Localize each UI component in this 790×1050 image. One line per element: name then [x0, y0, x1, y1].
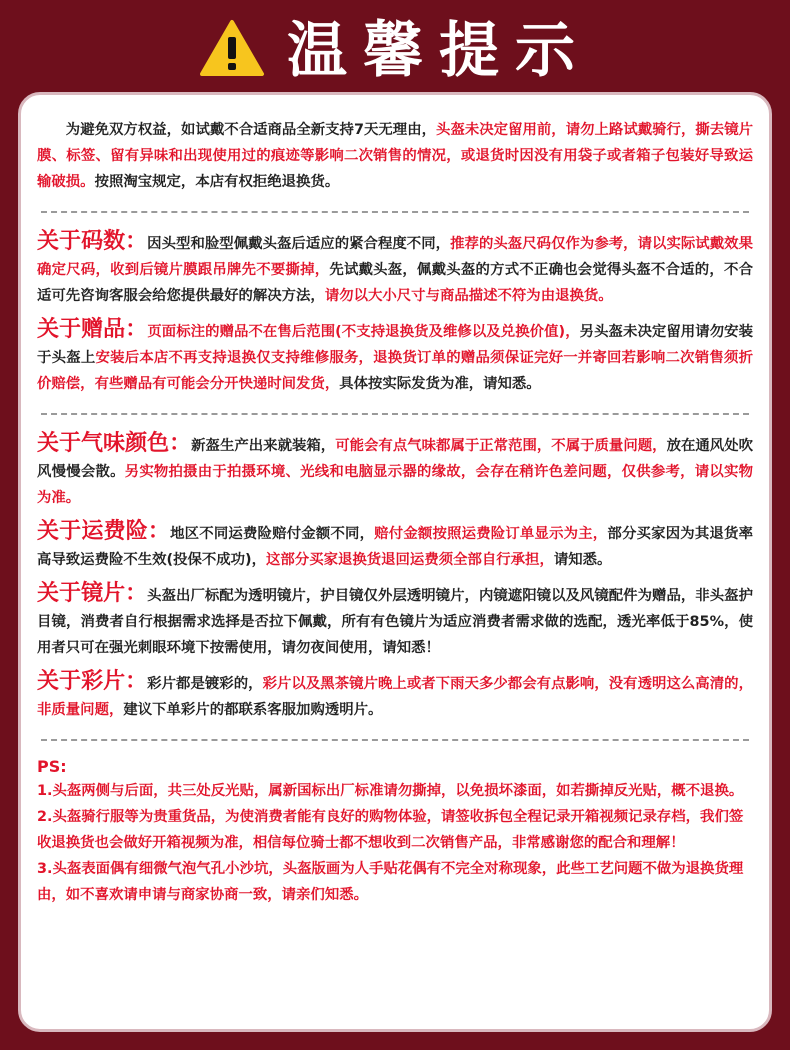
- ps-section: [37, 757, 753, 908]
- section-gift: 关于赠品：页面标注的赠品不在售后范围(不支持退换货及维修以及兑换价值)，另头盔未决定留用请勿安装于头盔上安装后本店不再支持退换仅支持维修服务，退换货订单的赠品须保证完好一并寄回若影响二次销售须折价赔偿，有些赠品有可能会分开快递时间发货，具体按实际发货为准，请知悉。: [37, 317, 753, 392]
- ps-item: 1.头盔两侧与后面，共三处反光贴，属新国标出厂标准请勿撕掉，以免损坏漆面，如若撕掉反光贴，概不退换。: [37, 783, 744, 799]
- ps-item: 3.头盔表面偶有细微气泡气孔小沙坑，头盔版画为人手贴花偶有不完全对称现象，此些工艺问题不做为退换货理由，如不喜欢请申请与商家协商一致，请亲们知悉。: [37, 861, 744, 903]
- section-color-lens: 关于彩片：彩片都是镀彩的，彩片以及黑茶镜片晚上或者下雨天多少都会有点影响，没有透明这么高清的，非质量问题，建议下单彩片的都联系客服加购透明片。: [37, 669, 753, 718]
- ps-item: 2.头盔骑行服等为贵重货品，为使消费者能有良好的购物体验，请签收拆包全程记录开箱视频记录存档，我们签收退换货也会做好开箱视频为准，相信每位骑士都不想收到二次销售产品，非常感谢您的配合和理解！: [37, 809, 744, 851]
- page-title: 温馨提示: [287, 16, 591, 86]
- section-heading: 关于运费险：: [37, 519, 171, 544]
- divider: [41, 211, 749, 213]
- divider: [41, 413, 749, 415]
- section-lens: 关于镜片：头盔出厂标配为透明镜片，护目镜仅外层透明镜片，内镜遮阳镜以及风镜配件为赠品，非头盔护目镜，消费者自行根据需求选择是否拉下佩戴，所有有色镜片为适应消费者需求做的选配，透光率低于85%，使用者只可在强光刺眼环境下按需使用，请勿夜间使用，请知悉！: [37, 581, 753, 656]
- section-heading: 关于码数：: [37, 229, 148, 254]
- section-shipping-insurance: 关于运费险：地区不同运费险赔付金额不同，赔付金额按照运费险订单显示为主，部分买家因为其退货率高导致运费险不生效(投保不成功)，这部分买家退换货退回运费须全部自行承担，请知悉。: [37, 519, 753, 568]
- warning-triangle-icon: [199, 19, 265, 77]
- header: [0, 0, 790, 92]
- section-heading: 关于气味颜色：: [37, 431, 192, 456]
- section-heading: 关于赠品：: [37, 317, 148, 342]
- intro-paragraph: 为避免双方权益，如试戴不合适商品全新支持7天无理由，头盔未决定留用前，请勿上路试戴骑行，撕去镜片膜、标签、留有异味和出现使用过的痕迹等影响二次销售的情况，或退货时因没有用袋子或者箱子包装好导致运输破损。按照淘宝规定，本店有权拒绝退换货。: [37, 122, 753, 190]
- section-smell-color: 关于气味颜色：新盔生产出来就装箱，可能会有点气味都属于正常范围，不属于质量问题，放在通风处吹风慢慢会散。另实物拍摄由于拍摄环境、光线和电脑显示器的缘故，会存在稍许色差问题，仅供参考，请以实物为准。: [37, 431, 753, 506]
- section-heading: 关于彩片：: [37, 669, 148, 694]
- ps-title: PS:: [37, 757, 67, 776]
- section-heading: 关于镜片：: [37, 581, 148, 606]
- divider: [41, 739, 749, 741]
- notice-card: [18, 92, 772, 1032]
- section-size: 关于码数：因头型和脸型佩戴头盔后适应的紧合程度不同，推荐的头盔尺码仅作为参考，请以实际试戴效果确定尺码，收到后镜片膜跟吊牌先不要撕掉，先试戴头盔，佩戴头盔的方式不正确也会觉得头盔不合适的，不合适可先咨询客服会给您提供最好的解决方法，请勿以大小尺寸与商品描述不符为由退换货。: [37, 229, 753, 304]
